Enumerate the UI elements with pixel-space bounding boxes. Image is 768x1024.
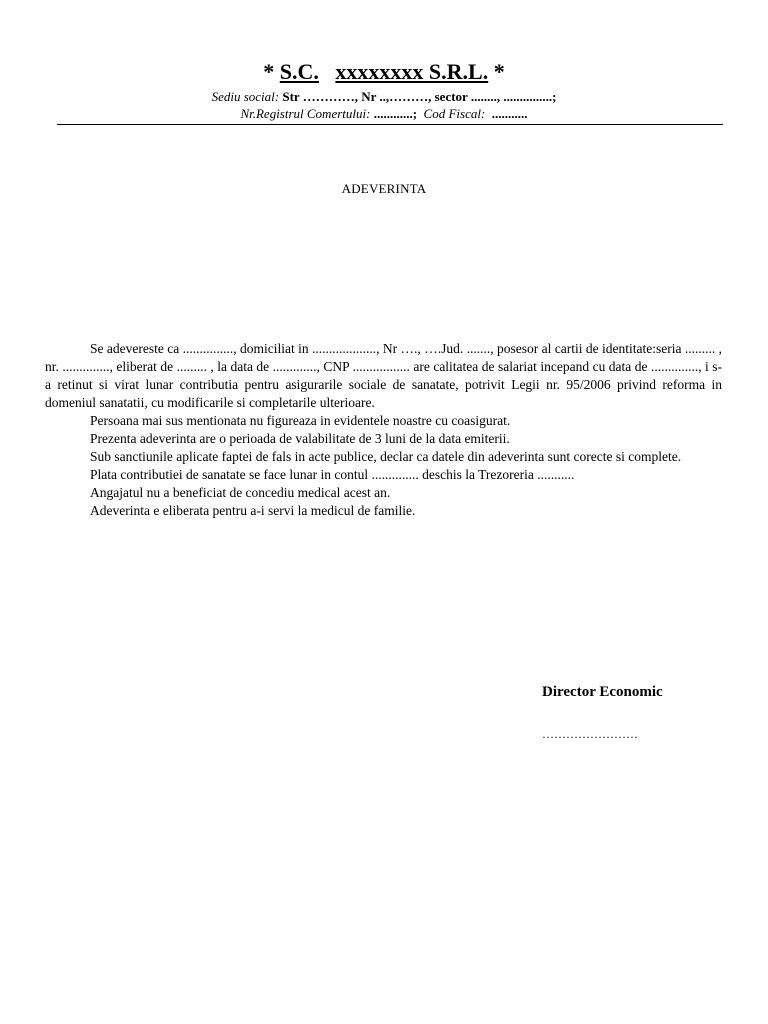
company-name: xxxxxxxx S.R.L.	[335, 59, 489, 84]
registru-label: Nr.Registrul Comertului:	[240, 106, 371, 121]
body-paragraph-main: Se adevereste ca ..............., domiciliat in ..................., Nr …., ….Jud. ......., posesor al cartii de identitate:seria ......... , nr. .............., eliberat de ......... , la data de ............., CNP ................. are calitatea de salariat incepand cu data de .............., i s-a retinut si virat lunar contributia pentru asigurarile sociale de sanatate, potrivit Legii nr. 95/2006 privind reforma in domeniul sanatatii, cu modificarile si completarile ulterioare.	[45, 341, 722, 410]
company-suffix: *	[488, 59, 505, 84]
registered-office-line	[0, 89, 768, 105]
sediu-label: Sediu social:	[211, 89, 280, 104]
signature-title: Director Economic	[542, 684, 663, 700]
body-paragraph-validity: Prezenta adeverinta are o perioada de valabilitate de 3 luni de la data emiterii.	[90, 431, 510, 446]
company-sc: S.C.	[279, 59, 319, 84]
company-prefix: *	[263, 59, 280, 84]
registru-value: ............;	[370, 106, 418, 121]
body-paragraph-purpose: Adeverinta e eliberata pentru a-i servi la medicul de familie.	[90, 503, 416, 518]
body-paragraph-medical-leave: Angajatul nu a beneficiat de concediu medical acest an.	[90, 485, 391, 500]
certificate-body	[45, 340, 722, 520]
document-title: ADEVERINTA	[341, 181, 427, 196]
cod-fiscal-label: Cod Fiscal:	[423, 106, 486, 121]
company-gap	[319, 59, 336, 84]
body-paragraph-coinsured: Persoana mai sus mentionata nu figureaza in evidentele noastre cu coasigurat.	[90, 413, 511, 428]
signature-line: ……………………	[542, 727, 638, 741]
registry-line	[0, 106, 768, 122]
company-name-heading	[0, 58, 768, 86]
body-paragraph-declaration: Sub sanctiunile aplicate faptei de fals in acte publice, declar ca datele din adeverinta sunt corecte si complete.	[90, 449, 682, 464]
header-divider	[57, 124, 723, 125]
cod-fiscal-value: ...........	[485, 106, 528, 121]
body-paragraph-payment: Plata contributiei de sanatate se face lunar in contul .............. deschis la Trezoreria ...........	[90, 467, 575, 482]
sediu-value: Str …………, Nr ..,………, sector ........, ...............;	[279, 89, 557, 104]
